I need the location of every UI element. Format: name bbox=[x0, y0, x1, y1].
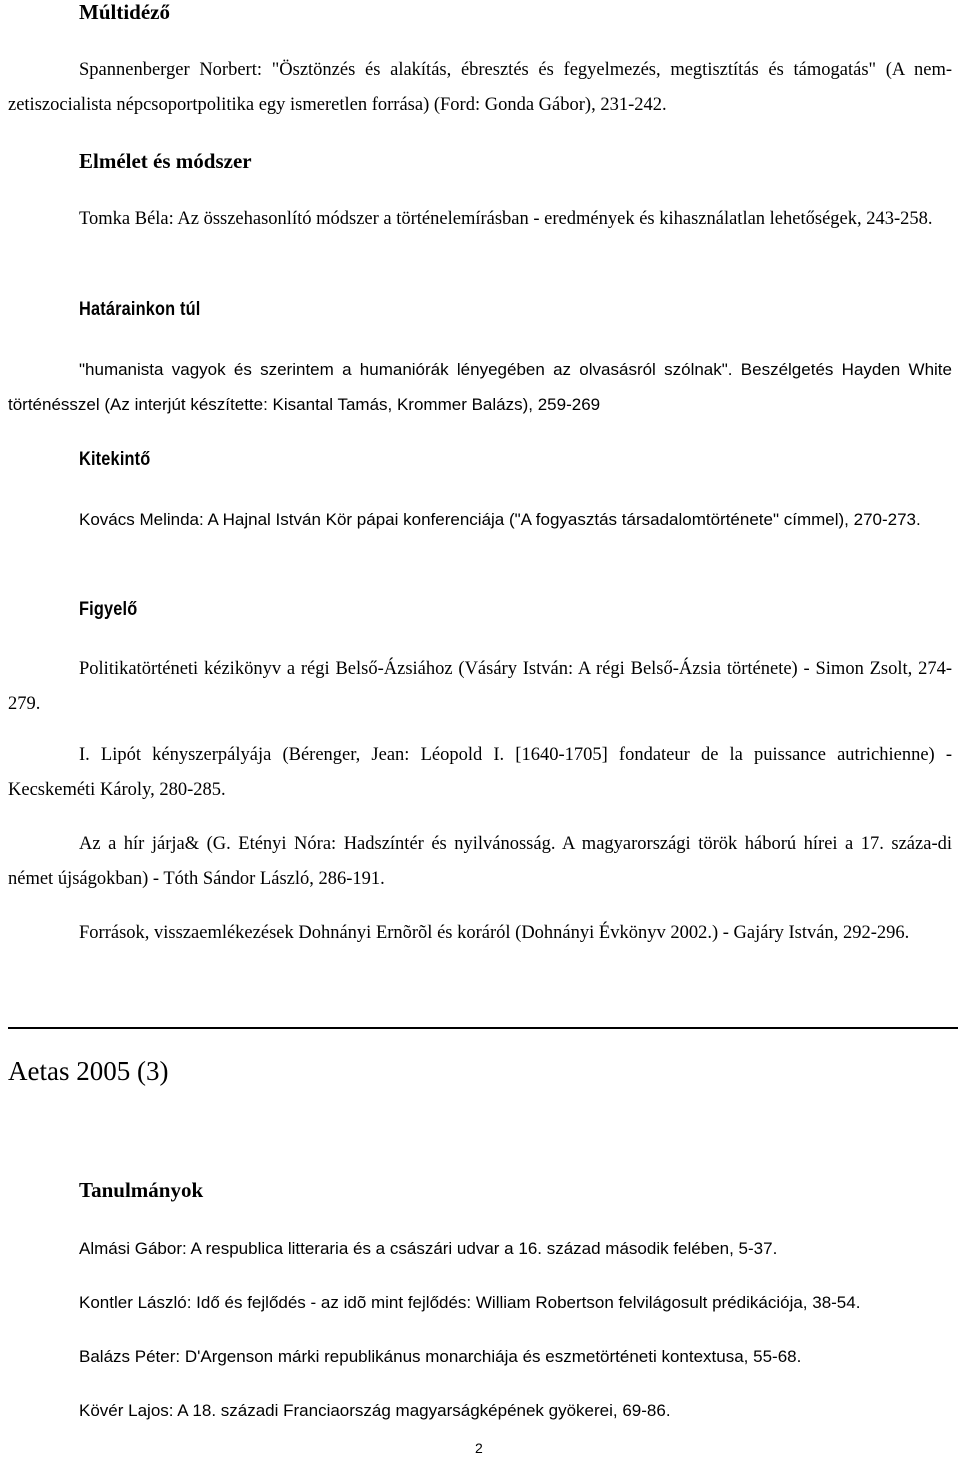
entry-spannenberger: Spannenberger Norbert: "Ösztönzés és alakítás, ébresztés és fegyelmezés, megtisztítás és támogatás" (A nem-zetiszocialista népcsoportpolitika egy ismeretlen forrása) (Ford: Gonda Gábor), 231-242. bbox=[8, 60, 952, 115]
entry-tanulmanyok-4: Kövér Lajos: A 18. századi Franciaország magyarságképének gyökerei, 69-86. bbox=[79, 1401, 671, 1420]
issue-title: Aetas 2005 (3) bbox=[8, 1056, 169, 1086]
entry-figyelo-3: Az a hír járja& (G. Etényi Nóra: Hadszíntér és nyilvánosság. A magyarországi török háború hírei a 17. száza-di német újságokban) - Tóth Sándor László, 286-191. bbox=[8, 834, 952, 889]
section-heading-hatarainkon: Határainkon túl bbox=[79, 299, 201, 320]
section-heading-elmelet: Elmélet és módszer bbox=[79, 149, 252, 173]
entry-tanulmanyok-3: Balázs Péter: D'Argenson márki republikánus monarchiája és eszmetörténeti kontextusa, 55-68. bbox=[79, 1347, 802, 1366]
entry-figyelo-1: Politikatörténeti kézikönyv a régi Belső-Ázsiához (Vásáry István: A régi Belső-Ázsia története) - Simon Zsolt, 274-279. bbox=[8, 659, 952, 714]
section-heading-kitekinto: Kitekintő bbox=[79, 449, 151, 470]
page-number: 2 bbox=[475, 1440, 483, 1456]
entry-figyelo-2: I. Lipót kényszerpályája (Bérenger, Jean: Léopold I. [1640-1705] fondateur de la puissance autrichienne) - Kecskeméti Károly, 280-285. bbox=[8, 745, 952, 800]
entry-tomka: Tomka Béla: Az összehasonlító módszer a történelemírásban - eredmények és kihasználatlan lehetőségek, 243-258. bbox=[79, 209, 933, 229]
section-divider bbox=[8, 1027, 958, 1029]
entry-figyelo-4: Források, visszaemlékezések Dohnányi Ernõrõl és koráról (Dohnányi Évkönyv 2002.) - Gajáry István, 292-296. bbox=[79, 923, 910, 943]
entry-tanulmanyok-1: Almási Gábor: A respublica litteraria és a császári udvar a 16. század második felében, 5-37. bbox=[79, 1239, 778, 1258]
entry-kovacs: Kovács Melinda: A Hajnal István Kör pápai konferenciája ("A fogyasztás társadalomtörténete" címmel), 270-273. bbox=[79, 510, 921, 529]
section-heading-tanulmanyok: Tanulmányok bbox=[79, 1178, 204, 1202]
entry-tanulmanyok-2: Kontler László: Idő és fejlődés - az idõ mint fejlődés: William Robertson felvilágosult prédikációja, 38-54. bbox=[79, 1293, 861, 1312]
entry-hayden-white: "humanista vagyok és szerintem a humaniórák lényegében az olvasásról szólnak". Beszélgetés Hayden White történésszel (Az interjút készítette: Kisantal Tamás, Krommer Balázs), 259-269 bbox=[8, 360, 952, 414]
section-heading-figyelo: Figyelő bbox=[79, 599, 138, 620]
section-heading-multidezo: Múltidéző bbox=[79, 0, 170, 24]
